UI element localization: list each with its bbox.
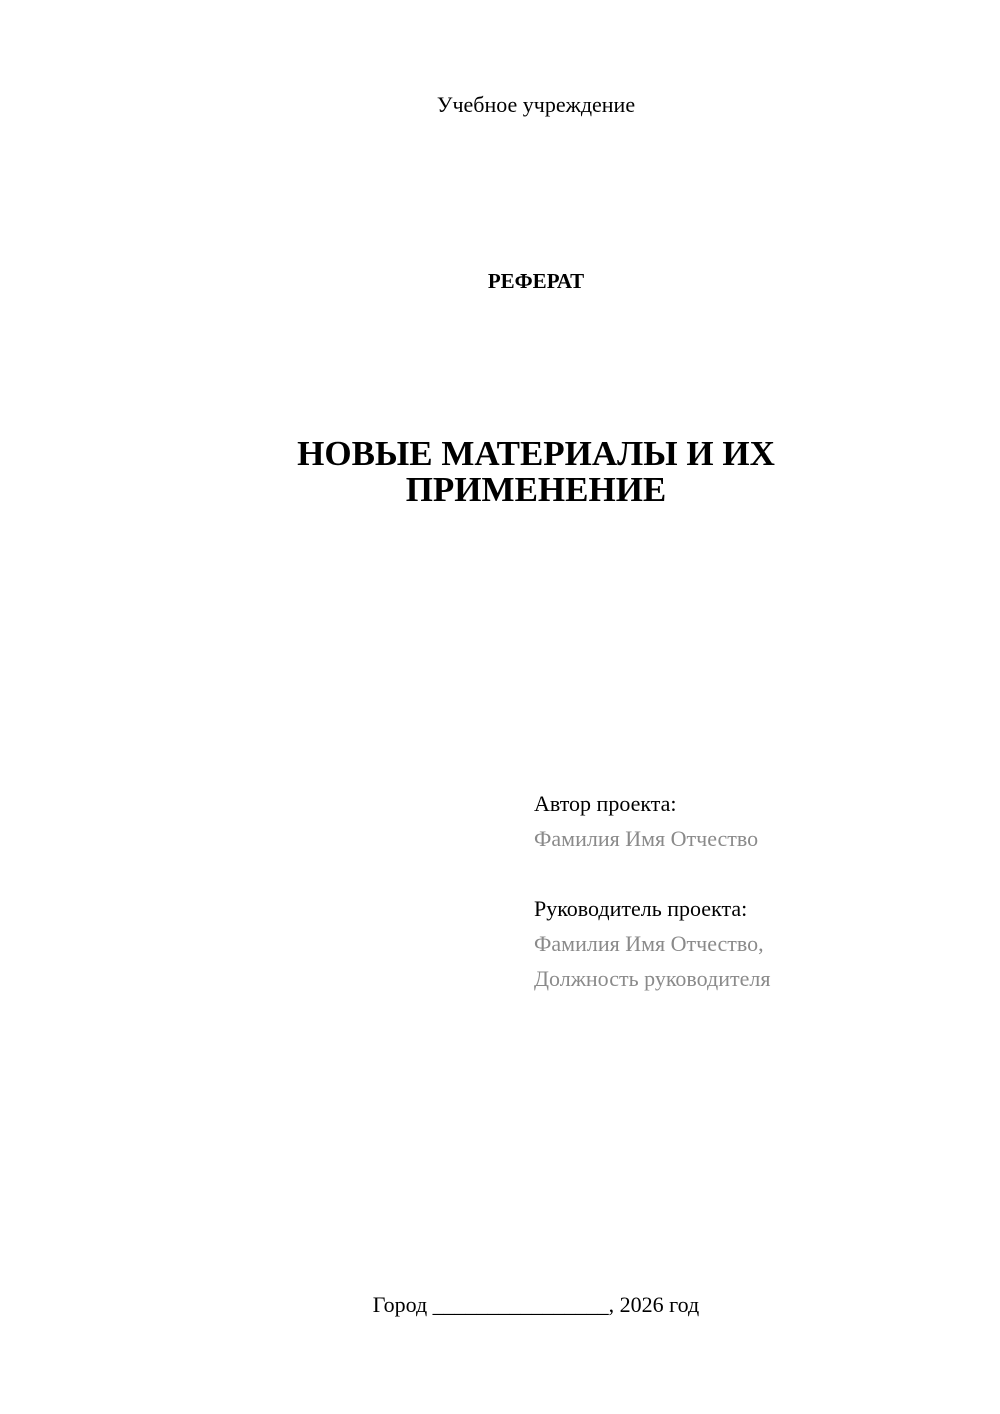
author-label: Автор проекта: <box>534 791 677 816</box>
credits-spacer <box>534 856 974 891</box>
document-type: РЕФЕРАТ <box>487 269 585 293</box>
supervisor-name: Фамилия Имя Отчество, <box>534 931 764 956</box>
supervisor-position: Должность руководителя <box>534 966 771 991</box>
city-year-line: Город ________________, 2026 год <box>372 1292 700 1317</box>
document-title <box>0 436 1000 508</box>
institution-name: Учебное учреждение <box>436 92 636 117</box>
supervisor-label: Руководитель проекта: <box>534 896 748 921</box>
document-title-line-2: ПРИМЕНЕНИЕ <box>405 470 667 509</box>
author-name: Фамилия Имя Отчество <box>534 826 759 851</box>
credits-block <box>534 786 974 996</box>
document-title-line-1: НОВЫЕ МАТЕРИАЛЫ И ИХ <box>297 434 775 473</box>
